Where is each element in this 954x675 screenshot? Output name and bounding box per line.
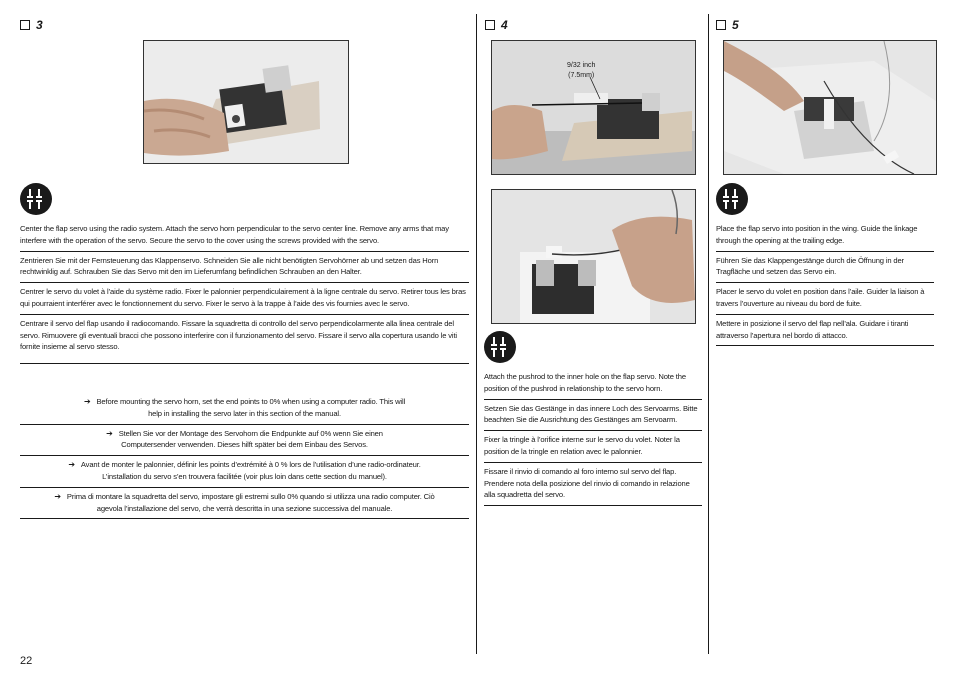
step-3-paragraphs <box>20 220 469 364</box>
step-3-language-badge <box>20 183 52 220</box>
step-5-heading <box>716 18 739 32</box>
step-3-photo <box>143 40 349 164</box>
measurement-label: 9/32 inch (7.5mm) <box>567 62 596 79</box>
step-number: 3 <box>36 18 43 32</box>
step-4-photo-bottom <box>491 189 696 324</box>
arrow-icon: ➔ <box>106 428 113 438</box>
paragraph-german: Setzen Sie das Gestänge in das innere Loch des Servoarms. Bitte beachten Sie die Ausrichtung des Gestänges am Servoarm. <box>484 400 702 432</box>
page-number: 22 <box>20 655 33 667</box>
step-5-photo <box>723 40 937 175</box>
step-3-heading <box>20 18 43 32</box>
paragraph-english: Place the flap servo into position in the wing. Guide the linkage through the opening at the trailing edge. <box>716 220 934 252</box>
step-3-notes <box>20 396 469 519</box>
paragraph-french: Fixer la tringle à l’orifice interne sur le servo du volet. Noter la position de la tringle en relation avec le palonnier. <box>484 431 702 463</box>
multilanguage-badge-icon <box>484 331 516 363</box>
servo-in-wing-photo <box>724 41 936 174</box>
checkbox-icon <box>716 20 726 30</box>
checkbox-icon <box>20 20 30 30</box>
checkbox-icon <box>485 20 495 30</box>
column-divider-right <box>708 14 709 654</box>
paragraph-english: Attach the pushrod to the inner hole on the flap servo. Note the position of the pushrod in relationship to the servo horn. <box>484 368 702 400</box>
step-4-photo-top <box>491 40 696 175</box>
servo-on-hatch-photo <box>144 41 348 163</box>
paragraph-french: Centrer le servo du volet à l’aide du système radio. Fixer le palonnier perpendiculairement à la ligne centrale du servo. Retirer tous les bras qui pourraient interférer avec le fonctionnement du servo. Fixer le servo à la trappe à l’aide des vis fournies avec le servo. <box>20 283 469 315</box>
multilanguage-badge-icon <box>716 183 748 215</box>
note-french: ➔ Avant de monter le palonnier, définir les points d’extrémité à 0 % lors de l’utilisation d’une radio-ordinateur. L’installation du servo s’en trouvera facilitée (voir plus loin dans cette section du manuel). <box>20 456 469 488</box>
paragraph-italian: Centrare il servo del flap usando il radiocomando. Fissare la squadretta di controllo del servo perpendicolarmente alla linea centrale del servo. Rimuovere gli eventuali bracci che possono interferire con il funzionamento del servo. Fissare il servo alla copertura usando le viti fornite insieme al servo stesso. <box>20 315 469 364</box>
note-italian: ➔ Prima di montare la squadretta del servo, impostare gli estremi sullo 0% quando si utilizza una radio computer. Ciò agevola l’installazione del servo, che verrà descritta in una sezione successiva del manuale. <box>20 488 469 520</box>
step-number: 4 <box>501 18 508 32</box>
paragraph-german: Führen Sie das Klappengestänge durch die Öffnung in der Tragfläche und setzen das Servo ein. <box>716 252 934 284</box>
arrow-icon: ➔ <box>54 491 61 501</box>
step-4-paragraphs <box>484 368 702 506</box>
servo-closeup-photo <box>492 190 695 323</box>
column-divider-left <box>476 14 477 654</box>
multilanguage-badge-icon <box>20 183 52 215</box>
step-4-language-badge <box>484 331 516 368</box>
step-5-language-badge <box>716 183 748 220</box>
step-5-paragraphs <box>716 220 934 346</box>
paragraph-german: Zentrieren Sie mit der Fernsteuerung das Klappenservo. Schneiden Sie alle nicht benötigten Servohörner ab und setzen das Horn rechtwinklig auf. Schrauben Sie das Servo mit den im Lieferumfang befindlichen Schrauben an den Halter. <box>20 252 469 284</box>
arrow-icon: ➔ <box>83 397 91 406</box>
paragraph-italian: Mettere in posizione il servo del flap nell’ala. Guidare i tiranti attraverso l’apertura nel bordo di attacco. <box>716 315 934 347</box>
note-german: ➔ Stellen Sie vor der Montage des Servohorn die Endpunkte auf 0% wenn Sie einen Computersender verwenden. Dieses hilft später bei dem Einbau des Servos. <box>20 425 469 457</box>
paragraph-french: Placer le servo du volet en position dans l’aile. Guider la liaison à travers l’ouverture au niveau du bord de fuite. <box>716 283 934 315</box>
note-english: ➔ Before mounting the servo horn, set the end points to 0% when using a computer radio. This will help in installing the servo later in this section of the manual. <box>20 396 469 425</box>
step-4-heading <box>485 18 508 32</box>
arrow-icon: ➔ <box>68 460 75 470</box>
step-number: 5 <box>732 18 739 32</box>
paragraph-italian: Fissare il rinvio di comando al foro interno sul servo del flap. Prendere nota della posizione del rinvio di comando in relazione alla squadretta del servo. <box>484 463 702 506</box>
paragraph-english: Center the flap servo using the radio system. Attach the servo horn perpendicular to the servo center line. Remove any arms that may interfere with the operation of the servo. Secure the servo to the cover using the screws provided with the servo. <box>20 220 469 252</box>
